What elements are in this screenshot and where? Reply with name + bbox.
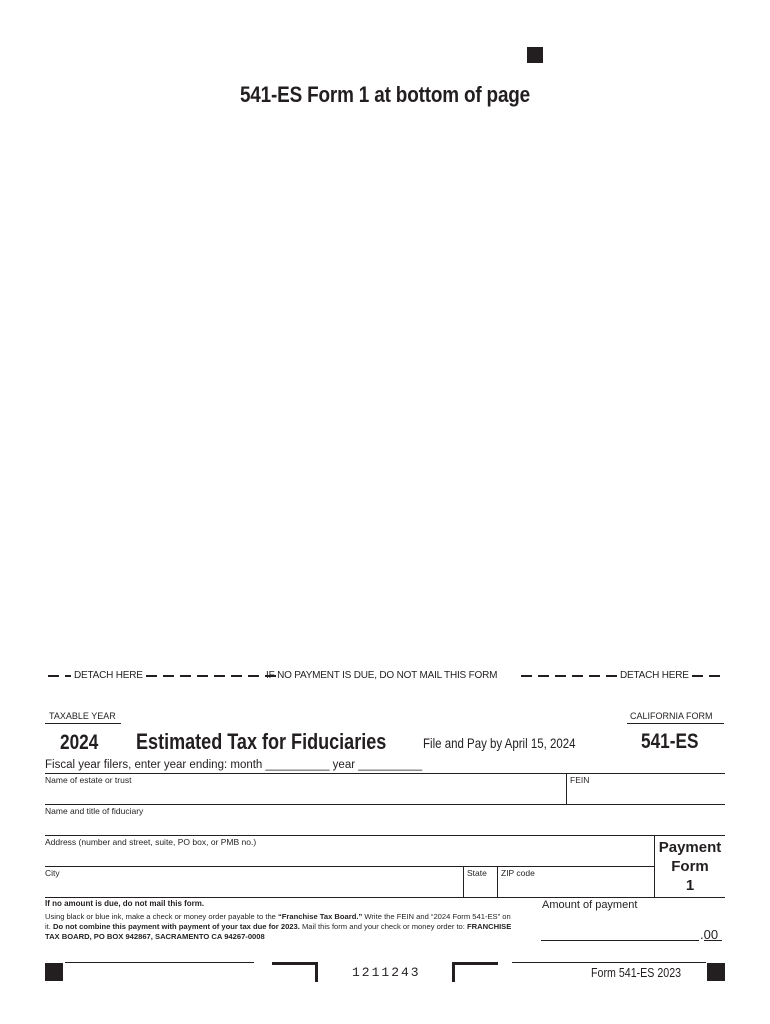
instructions-text-2: Write the FEIN and “2024 Form 541-ES” on it. [45, 912, 511, 931]
divider [566, 773, 567, 804]
registration-mark-bottom-right [707, 963, 725, 981]
divider [65, 962, 254, 963]
payment-instructions [45, 912, 515, 942]
dash-mark [589, 675, 600, 677]
fiduciary-label: Name and title of fiduciary [45, 806, 144, 816]
dash-mark [214, 675, 225, 677]
corner-mark-left [272, 962, 318, 982]
taxable-year-label: TAXABLE YEAR [49, 711, 116, 721]
divider [45, 773, 725, 774]
dash-mark [606, 675, 617, 677]
dash-mark [521, 675, 532, 677]
zip-label: ZIP code [501, 868, 535, 878]
dash-mark [48, 675, 59, 677]
payment-form-label [655, 838, 725, 895]
instructions-text-1: Using black or blue ink, make a check or money order payable to the [45, 912, 278, 921]
amount-cents: .00 [700, 927, 719, 942]
payment-form-line1: Payment [658, 839, 722, 856]
form-number-text: 541-ES [641, 730, 699, 753]
form-title-text: Estimated Tax for Fiduciaries [136, 729, 387, 754]
fiscal-year-line: Fiscal year filers, enter year ending: month __________ year __________ [45, 759, 423, 771]
instructions-payee: “Franchise Tax Board.” [278, 912, 363, 921]
divider [45, 897, 725, 898]
corner-mark-right [452, 962, 498, 982]
divider [463, 866, 464, 897]
detach-right [518, 670, 723, 681]
registration-mark-bottom-left [45, 963, 63, 981]
form-number [641, 730, 711, 754]
instructions-warning: Do not combine this payment with payment of your tax due for 2023. [53, 922, 300, 931]
payment-form-line2: Form [671, 858, 709, 875]
divider [45, 835, 725, 836]
dash-mark [538, 675, 549, 677]
barcode-number: 1211243 [352, 965, 421, 980]
dash-mark [65, 675, 71, 677]
form-title [136, 729, 441, 755]
payment-form-line3: 1 [685, 877, 695, 894]
dash-mark [146, 675, 157, 677]
dash-mark [197, 675, 208, 677]
divider [45, 866, 654, 867]
detach-notice: IF NO PAYMENT IS DUE, DO NOT MAIL THIS FORM [266, 670, 498, 681]
divider [704, 940, 722, 941]
state-label: State [467, 868, 487, 878]
divider [45, 804, 725, 805]
dash-mark [555, 675, 566, 677]
detach-right-label: DETACH HERE [620, 670, 689, 681]
registration-mark-top [527, 47, 543, 63]
divider [45, 723, 121, 724]
address-label: Address (number and street, suite, PO box, or PMB no.) [45, 837, 257, 847]
tax-year [60, 731, 107, 755]
dash-mark [248, 675, 259, 677]
due-date [423, 735, 609, 751]
amount-field[interactable] [541, 940, 699, 941]
no-amount-notice: If no amount is due, do not mail this form. [45, 899, 205, 908]
instructions-text-3: Mail this form and your check or money order to: [299, 922, 468, 931]
dash-mark [692, 675, 703, 677]
dash-mark [163, 675, 174, 677]
california-form-label: CALIFORNIA FORM [630, 711, 713, 721]
detach-left [45, 670, 279, 681]
divider [497, 866, 498, 897]
dash-mark [572, 675, 583, 677]
dash-mark [180, 675, 191, 677]
fein-label: FEIN [570, 775, 590, 785]
detach-left-label: DETACH HERE [74, 670, 143, 681]
name-estate-label: Name of estate or trust [45, 775, 132, 785]
tax-year-text: 2024 [60, 731, 99, 754]
mailing-address: FRANCHISE TAX BOARD, PO BOX 942867, SACRAMENTO CA 94267-0008 [45, 922, 512, 941]
footer-form-text: Form 541-ES 2023 [591, 965, 682, 980]
page-title: 541-ES Form 1 at bottom of page [239, 82, 531, 107]
due-date-text: File and Pay by April 15, 2024 [423, 735, 576, 751]
dash-mark [231, 675, 242, 677]
dash-mark [709, 675, 720, 677]
divider [512, 962, 706, 963]
divider [627, 723, 724, 724]
city-label: City [45, 868, 60, 878]
amount-label: Amount of payment [542, 899, 638, 911]
footer-form-id [591, 965, 701, 980]
